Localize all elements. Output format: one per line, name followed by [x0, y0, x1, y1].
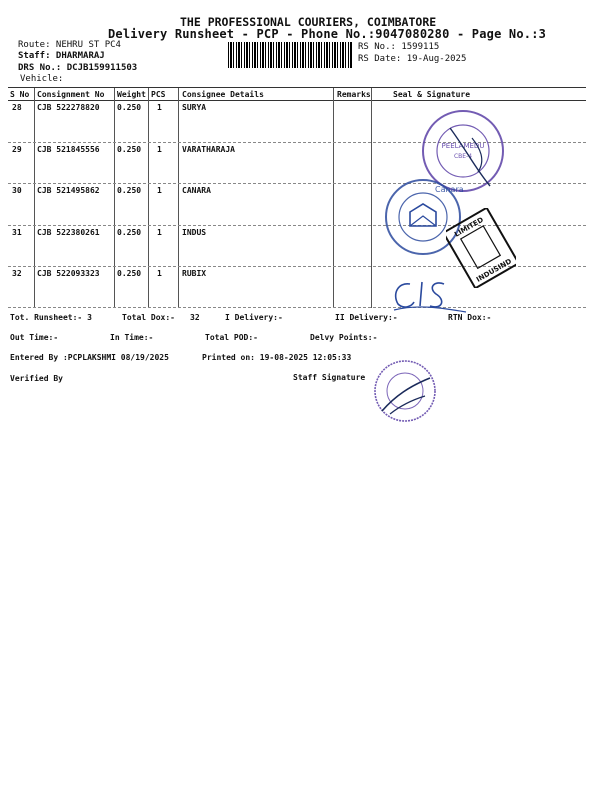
row-weight: 0.250 — [117, 145, 142, 154]
total-pod: Total POD:- — [205, 333, 258, 342]
row-weight: 0.250 — [117, 228, 142, 237]
row-weight: 0.250 — [117, 186, 142, 195]
total-dox-label: Total Dox:- — [122, 313, 175, 322]
col-header-seal-signature: Seal & Signature — [393, 90, 471, 99]
row-sno: 29 — [12, 145, 22, 154]
row-pcs: 1 — [157, 145, 162, 154]
drs-number: DRS No.: DCJB159911503 — [18, 63, 138, 73]
row-divider — [8, 307, 586, 308]
row-consignee: VARATHARAJA — [182, 145, 235, 154]
svg-text:CBE-4: CBE-4 — [453, 153, 473, 160]
row-pcs: 1 — [157, 269, 162, 278]
row-pcs: 1 — [157, 228, 162, 237]
vehicle-label: Vehicle: — [20, 74, 64, 84]
row-consignment: CJB 522380261 — [37, 228, 100, 237]
rs-number: RS No.: 1599115 — [358, 42, 440, 52]
row-consignment: CJB 522093323 — [37, 269, 100, 278]
svg-text:PEELAMEDU: PEELAMEDU — [441, 142, 485, 150]
row-consignment: CJB 522278820 — [37, 103, 100, 112]
company-title: THE PROFESSIONAL COURIERS, COIMBATORE — [180, 15, 437, 29]
col-divider — [333, 88, 334, 308]
staff-label: Staff: DHARMARAJ — [18, 51, 105, 61]
col-divider — [34, 88, 35, 308]
col-divider — [114, 88, 115, 308]
route-label: Route: NEHRU ST PC4 — [18, 40, 121, 50]
delvy-points: Delvy Points:- — [310, 333, 378, 342]
row-consignment: CJB 521845556 — [37, 145, 100, 154]
staff-signature-label: Staff Signature — [293, 373, 366, 382]
row-pcs: 1 — [157, 186, 162, 195]
row-consignee: CANARA — [182, 186, 211, 195]
col-divider — [178, 88, 179, 308]
table-header-border — [8, 100, 586, 101]
barcode-image — [228, 42, 352, 68]
i-delivery: I Delivery:- — [225, 313, 283, 322]
out-time: Out Time:- — [10, 333, 59, 342]
svg-text:Canara: Canara — [435, 185, 464, 194]
ii-delivery: II Delivery:- — [335, 313, 398, 322]
row-sno: 28 — [12, 103, 22, 112]
col-header-consignment: Consignment No — [37, 90, 105, 99]
row-consignment: CJB 521495862 — [37, 186, 100, 195]
row-sno: 31 — [12, 228, 22, 237]
staff-signature-stamp — [370, 356, 440, 426]
in-time: In Time:- — [110, 333, 154, 342]
col-header-weight: Weight — [117, 90, 146, 99]
runsheet-subtitle: Delivery Runsheet - PCP - Phone No.:9047080280 - Page No.:3 — [108, 27, 547, 41]
row-sno: 32 — [12, 269, 22, 278]
row-weight: 0.250 — [117, 103, 142, 112]
row-weight: 0.250 — [117, 269, 142, 278]
row-pcs: 1 — [157, 103, 162, 112]
table-top-border — [8, 87, 586, 88]
entered-by: Entered By :PCPLAKSHMI 08/19/2025 — [10, 353, 169, 362]
col-header-remarks: Remarks — [337, 90, 371, 99]
row-sno: 30 — [12, 186, 22, 195]
row-consignee: INDUS — [182, 228, 207, 237]
row-consignee: RUBIX — [182, 269, 207, 278]
col-header-pcs: PCS — [151, 90, 166, 99]
total-dox-value: 32 — [190, 313, 200, 322]
printed-on: Printed on: 19-08-2025 12:05:33 — [202, 353, 352, 362]
tot-runsheet: Tot. Runsheet:- 3 — [10, 313, 92, 322]
col-header-consignee: Consignee Details — [182, 90, 264, 99]
col-divider — [371, 88, 372, 308]
svg-text:INDUSIND: INDUSIND — [474, 257, 514, 284]
rs-date: RS Date: 19-Aug-2025 — [358, 54, 467, 64]
verified-by: Verified By — [10, 374, 63, 383]
row-consignee: SURYA — [182, 103, 207, 112]
svg-text:LIMITED: LIMITED — [453, 215, 485, 239]
col-header-sno: S No — [10, 90, 30, 99]
handwritten-initials — [388, 274, 468, 314]
col-divider — [148, 88, 149, 308]
rtn-dox: RTN Dox:- — [448, 313, 492, 322]
